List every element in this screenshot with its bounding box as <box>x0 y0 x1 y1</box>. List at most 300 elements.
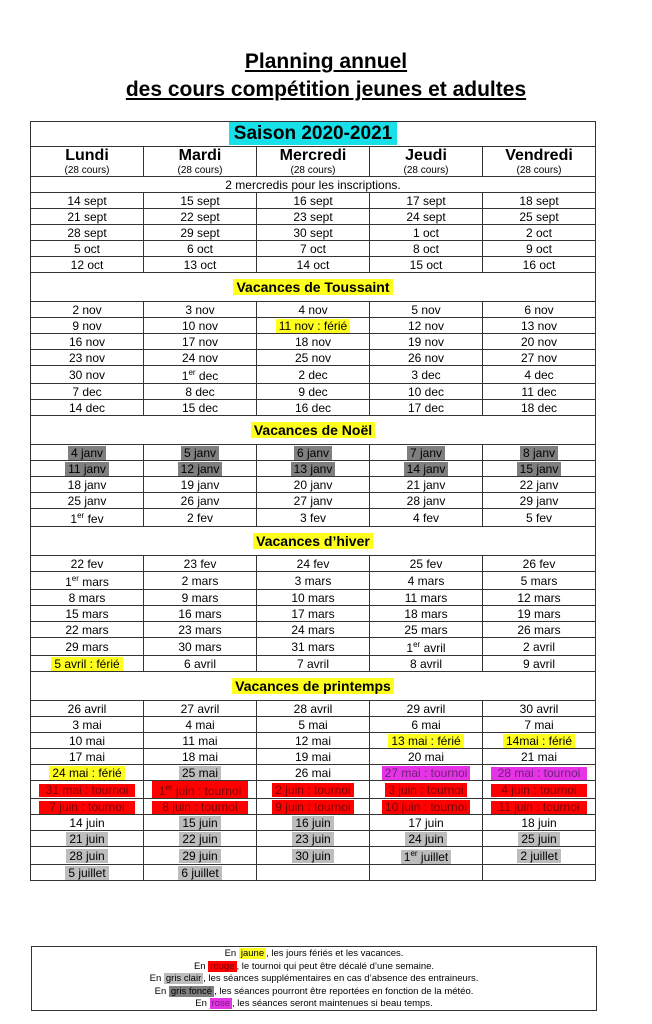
date-label: 7 avril <box>296 656 329 671</box>
course-count: (28 cours) <box>177 165 223 176</box>
date-label: 16 mars <box>178 606 222 621</box>
date-row <box>31 509 596 527</box>
date-label: 3 mai <box>72 717 102 732</box>
date-cell <box>370 334 483 350</box>
highlighted-date: 23 juin <box>292 832 333 846</box>
date-label: 4 nov <box>298 302 328 317</box>
date-label: 16 nov <box>68 334 106 349</box>
date-label: 1 oct <box>412 225 439 240</box>
date-label: 21 sept <box>67 209 107 224</box>
date-row <box>31 193 596 209</box>
vacation-label: Vacances de Noël <box>251 422 375 438</box>
highlighted-date: 29 juin <box>179 849 220 863</box>
date-label: 2 avril <box>522 639 555 654</box>
day-header <box>483 147 596 177</box>
date-cell <box>483 799 596 815</box>
vacation-cell <box>31 273 596 302</box>
legend-prefix: En <box>193 960 209 972</box>
date-cell <box>257 209 370 225</box>
date-cell <box>144 209 257 225</box>
date-cell <box>370 749 483 765</box>
date-cell <box>257 400 370 416</box>
date-label: 2 oct <box>525 225 552 240</box>
date-cell <box>257 781 370 799</box>
date-cell <box>257 701 370 717</box>
date-label: 15 oct <box>409 257 443 272</box>
legend-swatch-word: rouge <box>210 960 235 972</box>
highlighted-date: 14mai : férié <box>503 734 575 748</box>
legend-line <box>32 986 596 999</box>
highlighted-date: 2 juillet <box>517 849 560 863</box>
date-cell <box>31 847 144 865</box>
date-row <box>31 445 596 461</box>
legend-text: , les séances supplémentaires en cas d’absence des entraineurs. <box>203 973 479 984</box>
date-label: 21 janv <box>406 477 446 492</box>
date-label: 6 oct <box>186 241 213 256</box>
date-cell <box>144 622 257 638</box>
legend-swatch-word: jaune <box>240 948 265 959</box>
date-row <box>31 638 596 656</box>
date-cell <box>144 302 257 318</box>
date-label: 5 mai <box>298 717 328 732</box>
date-cell <box>483 733 596 749</box>
legend-text: , les séances seront maintenues si beau temps. <box>232 998 433 1009</box>
date-cell <box>31 622 144 638</box>
date-row <box>31 493 596 509</box>
date-cell <box>483 493 596 509</box>
date-label: 4 mars <box>407 573 445 588</box>
date-label: 1er dec <box>181 368 219 383</box>
highlighted-date: 5 juillet <box>65 866 108 880</box>
date-cell <box>31 318 144 334</box>
date-cell <box>370 366 483 384</box>
date-cell <box>31 257 144 273</box>
date-cell <box>144 701 257 717</box>
date-cell <box>370 400 483 416</box>
highlighted-date: 5 avril : férié <box>51 657 122 671</box>
date-cell <box>483 366 596 384</box>
date-cell <box>31 815 144 831</box>
highlighted-date: 3 juin : tournoi <box>385 783 466 797</box>
date-cell <box>31 831 144 847</box>
legend-prefix: En <box>149 973 164 984</box>
course-count: (28 cours) <box>403 165 449 176</box>
date-label: 25 janv <box>67 493 107 508</box>
date-label: 18 mai <box>181 749 219 764</box>
date-label: 26 janv <box>180 493 220 508</box>
date-label: 18 janv <box>67 477 107 492</box>
vacation-label: Vacances d’hiver <box>253 533 373 549</box>
course-count: (28 cours) <box>290 165 336 176</box>
date-cell <box>483 717 596 733</box>
schedule-table <box>30 121 596 881</box>
date-label: 27 avril <box>180 701 220 716</box>
course-count: (28 cours) <box>64 165 110 176</box>
date-cell <box>370 865 483 881</box>
legend-line <box>32 998 596 1011</box>
date-row <box>31 241 596 257</box>
date-row <box>31 717 596 733</box>
highlighted-date: 10 juin : tournoi <box>382 800 470 814</box>
inscription-note: 2 mercredis pour les inscriptions. <box>31 177 596 193</box>
date-label: 14 oct <box>296 257 330 272</box>
schedule-body <box>31 122 596 881</box>
date-cell <box>370 831 483 847</box>
date-cell <box>370 477 483 493</box>
date-cell <box>370 622 483 638</box>
inscription-row <box>31 177 596 193</box>
date-label: 11 mai <box>182 733 218 748</box>
date-row <box>31 225 596 241</box>
date-row <box>31 831 596 847</box>
date-label: 22 fev <box>70 556 104 571</box>
date-label: 17 mars <box>291 606 335 621</box>
date-label: 10 dec <box>407 384 445 399</box>
date-cell <box>144 590 257 606</box>
date-cell <box>144 225 257 241</box>
date-label: 6 avril <box>183 656 216 671</box>
date-cell <box>257 656 370 672</box>
date-cell <box>483 865 596 881</box>
date-label: 29 avril <box>406 701 446 716</box>
date-label: 14 juin <box>69 815 105 830</box>
date-label: 15 dec <box>181 400 219 415</box>
date-label: 9 nov <box>72 318 102 333</box>
day-name: Jeudi <box>405 147 447 164</box>
highlighted-date: 4 janv <box>68 446 106 460</box>
date-label: 12 mars <box>517 590 561 605</box>
vacation-row <box>31 672 596 701</box>
date-label: 12 oct <box>70 257 104 272</box>
date-cell <box>370 656 483 672</box>
vacation-row <box>31 273 596 302</box>
highlighted-date: 1er juillet <box>401 850 452 864</box>
highlighted-date: 7 janv <box>407 446 445 460</box>
date-cell <box>257 302 370 318</box>
vacation-cell <box>31 672 596 701</box>
date-cell <box>31 302 144 318</box>
vacation-label: Vacances de Toussaint <box>233 279 392 295</box>
date-cell <box>257 318 370 334</box>
date-label: 23 nov <box>68 350 106 365</box>
legend-line <box>32 948 596 961</box>
date-cell <box>257 847 370 865</box>
highlighted-date: 11 juin : tournoi <box>491 801 587 814</box>
date-cell <box>31 400 144 416</box>
date-label: 18 nov <box>294 334 332 349</box>
date-cell <box>144 334 257 350</box>
date-label: 28 janv <box>406 493 446 508</box>
highlighted-date: 8 janv <box>520 446 558 460</box>
vacation-cell <box>31 416 596 445</box>
date-cell <box>144 366 257 384</box>
highlighted-date: 5 janv <box>181 446 219 460</box>
date-cell <box>483 461 596 477</box>
date-cell <box>257 606 370 622</box>
date-cell <box>370 225 483 241</box>
date-label: 1er avril <box>406 640 446 655</box>
date-cell <box>257 193 370 209</box>
date-cell <box>257 638 370 656</box>
date-cell <box>370 781 483 799</box>
date-label: 23 fev <box>183 556 217 571</box>
date-label: 13 oct <box>183 257 217 272</box>
date-cell <box>483 445 596 461</box>
date-cell <box>144 638 257 656</box>
date-label: 12 nov <box>407 318 445 333</box>
date-row <box>31 572 596 590</box>
date-cell <box>370 209 483 225</box>
date-cell <box>370 765 483 781</box>
date-label: 17 nov <box>181 334 219 349</box>
date-row <box>31 384 596 400</box>
date-label: 30 sept <box>293 225 333 240</box>
date-cell <box>257 509 370 527</box>
date-cell <box>257 865 370 881</box>
date-cell <box>31 477 144 493</box>
date-cell <box>144 461 257 477</box>
vacation-label: Vacances de printemps <box>232 678 394 694</box>
day-name: Lundi <box>65 147 109 164</box>
date-row <box>31 622 596 638</box>
date-label: 5 mars <box>520 573 558 588</box>
date-label: 12 mai <box>294 733 332 748</box>
date-cell <box>257 590 370 606</box>
legend-text: , les séances pourront être reportées en fonction de la météo. <box>214 985 474 997</box>
date-label: 24 mars <box>291 622 335 637</box>
date-cell <box>144 847 257 865</box>
date-row <box>31 350 596 366</box>
date-cell <box>483 781 596 799</box>
date-cell <box>31 384 144 400</box>
highlighted-date: 8 juin : tournoi <box>152 801 248 814</box>
date-label: 7 dec <box>72 384 102 399</box>
date-label: 17 dec <box>407 400 445 415</box>
date-cell <box>483 384 596 400</box>
date-label: 15 sept <box>180 193 220 208</box>
date-row <box>31 302 596 318</box>
date-label: 16 oct <box>522 257 556 272</box>
season-cell <box>31 122 596 147</box>
date-row <box>31 400 596 416</box>
date-cell <box>31 461 144 477</box>
season-row <box>31 122 596 147</box>
legend-line <box>32 973 596 986</box>
date-label: 30 avril <box>519 701 559 716</box>
page-subtitle: des cours compétition jeunes et adultes <box>125 78 527 101</box>
date-cell <box>483 334 596 350</box>
date-label: 19 janv <box>180 477 220 492</box>
date-cell <box>144 400 257 416</box>
date-label: 26 mars <box>517 622 561 637</box>
date-label: 17 juin <box>408 815 444 830</box>
highlighted-date: 28 juin <box>66 849 107 863</box>
date-cell <box>31 556 144 572</box>
date-label: 13 nov <box>520 318 558 333</box>
day-name: Mercredi <box>279 147 347 164</box>
legend <box>31 946 597 1011</box>
date-label: 27 nov <box>520 350 558 365</box>
date-cell <box>257 334 370 350</box>
day-name: Vendredi <box>505 147 573 164</box>
date-cell <box>144 781 257 799</box>
legend-swatch-word: gris clair <box>165 973 202 984</box>
highlighted-date: 28 mai : tournoi <box>491 767 587 780</box>
date-row <box>31 749 596 765</box>
date-label: 9 mars <box>181 590 219 605</box>
page-title: Planning annuel <box>244 50 408 73</box>
date-cell <box>144 318 257 334</box>
date-cell <box>144 749 257 765</box>
day-header <box>31 147 144 177</box>
date-row <box>31 366 596 384</box>
date-label: 30 nov <box>68 367 106 382</box>
date-label: 22 janv <box>519 477 559 492</box>
date-cell <box>483 701 596 717</box>
date-cell <box>144 477 257 493</box>
highlighted-date: 25 mai <box>179 766 221 780</box>
date-cell <box>370 701 483 717</box>
date-cell <box>31 350 144 366</box>
date-cell <box>257 622 370 638</box>
legend-line <box>32 961 596 974</box>
date-label: 22 mars <box>65 622 109 637</box>
date-cell <box>257 445 370 461</box>
date-label: 9 avril <box>522 656 555 671</box>
date-label: 27 janv <box>293 493 333 508</box>
date-cell <box>257 572 370 590</box>
date-label: 18 mars <box>404 606 448 621</box>
date-cell <box>257 461 370 477</box>
date-label: 6 nov <box>524 302 554 317</box>
date-cell <box>257 477 370 493</box>
date-cell <box>31 865 144 881</box>
date-cell <box>31 765 144 781</box>
date-cell <box>144 350 257 366</box>
date-cell <box>257 765 370 781</box>
date-cell <box>483 765 596 781</box>
date-label: 2 dec <box>298 367 328 382</box>
highlighted-date: 21 juin <box>66 832 107 846</box>
date-row <box>31 733 596 749</box>
date-label: 24 sept <box>406 209 446 224</box>
date-row <box>31 257 596 273</box>
date-label: 19 mai <box>294 749 332 764</box>
date-cell <box>31 606 144 622</box>
date-row <box>31 781 596 799</box>
date-row <box>31 865 596 881</box>
date-cell <box>370 717 483 733</box>
date-cell <box>144 831 257 847</box>
date-cell <box>483 590 596 606</box>
date-label: 8 mars <box>68 590 106 605</box>
date-row <box>31 815 596 831</box>
day-header-row <box>31 147 596 177</box>
legend-text: , les jours fériés et les vacances. <box>266 948 404 959</box>
date-label: 24 nov <box>181 350 219 365</box>
date-cell <box>483 400 596 416</box>
legend-text: , le tournoi qui peut être décalé d’une semaine. <box>236 960 435 972</box>
date-label: 7 mai <box>524 717 554 732</box>
date-label: 8 avril <box>409 656 442 671</box>
highlighted-date: 31 mai : tournoi <box>39 784 135 797</box>
highlighted-date: 24 juin <box>405 832 446 846</box>
date-row <box>31 209 596 225</box>
day-header <box>144 147 257 177</box>
date-label: 3 mars <box>294 573 332 588</box>
date-cell <box>370 815 483 831</box>
date-label: 26 nov <box>407 350 445 365</box>
date-label: 14 sept <box>67 193 107 208</box>
date-label: 25 mars <box>404 622 448 637</box>
highlighted-date: 24 mai : férié <box>49 766 124 780</box>
date-label: 2 nov <box>72 302 102 317</box>
date-cell <box>370 257 483 273</box>
date-label: 18 juin <box>521 815 557 830</box>
date-label: 3 fev <box>299 510 326 525</box>
date-cell <box>31 701 144 717</box>
date-cell <box>483 638 596 656</box>
date-cell <box>31 193 144 209</box>
date-label: 4 fev <box>412 510 439 525</box>
date-cell <box>257 733 370 749</box>
day-name: Mardi <box>178 147 222 164</box>
date-label: 11 dec <box>521 384 557 399</box>
date-cell <box>144 656 257 672</box>
date-cell <box>483 622 596 638</box>
date-cell <box>257 749 370 765</box>
date-cell <box>257 815 370 831</box>
date-cell <box>257 799 370 815</box>
date-label: 18 dec <box>520 400 558 415</box>
date-label: 16 sept <box>293 193 333 208</box>
date-label: 25 fev <box>409 556 443 571</box>
date-cell <box>370 572 483 590</box>
date-cell <box>370 799 483 815</box>
date-label: 14 dec <box>68 400 106 415</box>
date-cell <box>483 350 596 366</box>
date-cell <box>144 733 257 749</box>
date-cell <box>31 334 144 350</box>
date-cell <box>257 556 370 572</box>
highlighted-date: 12 janv <box>178 462 223 476</box>
date-cell <box>483 318 596 334</box>
date-cell <box>31 241 144 257</box>
date-row <box>31 799 596 815</box>
date-cell <box>31 493 144 509</box>
date-cell <box>144 556 257 572</box>
date-label: 4 dec <box>524 367 554 382</box>
highlighted-date: 27 mai : tournoi <box>382 766 471 780</box>
date-label: 31 mars <box>291 639 335 654</box>
date-cell <box>31 717 144 733</box>
date-cell <box>144 606 257 622</box>
date-label: 10 mai <box>68 733 106 748</box>
date-label: 17 mai <box>68 749 106 764</box>
date-cell <box>31 799 144 815</box>
date-cell <box>257 225 370 241</box>
date-label: 23 mars <box>178 622 222 637</box>
date-label: 6 mai <box>411 717 441 732</box>
date-label: 28 sept <box>67 225 107 240</box>
date-cell <box>31 638 144 656</box>
date-cell <box>257 257 370 273</box>
date-label: 29 sept <box>180 225 220 240</box>
date-cell <box>257 384 370 400</box>
date-cell <box>144 865 257 881</box>
date-cell <box>483 477 596 493</box>
highlighted-date: 15 juin <box>179 816 220 830</box>
